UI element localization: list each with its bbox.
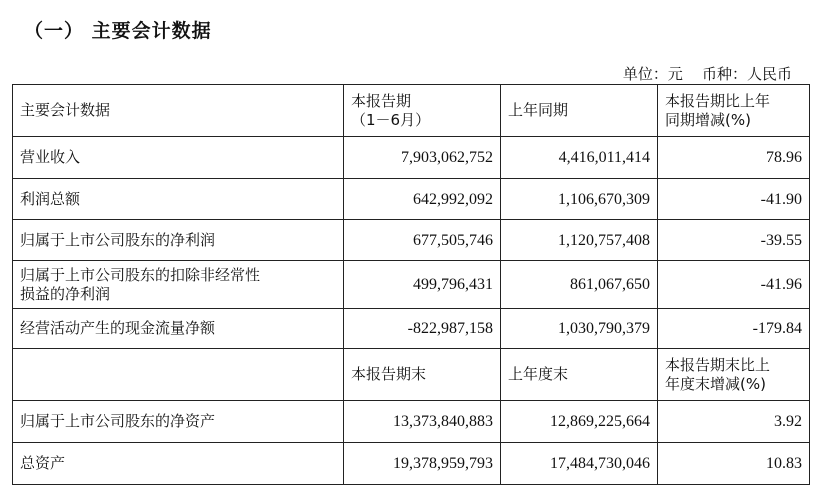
header-item: 主要会计数据 — [13, 85, 344, 137]
table-row — [13, 261, 810, 309]
cell-current: 13,373,840,883 — [344, 401, 501, 443]
cell-prior: 861,067,650 — [501, 261, 658, 309]
header-current-period-line1: 本报告期 — [351, 91, 412, 110]
row-label-line2: 损益的净利润 — [20, 284, 111, 303]
cell-current: 677,505,746 — [344, 220, 501, 261]
unit-currency-note: 单位：元 币种：人民币 — [622, 65, 792, 83]
subheader-prior-year-end: 上年度末 — [501, 349, 658, 401]
header-current-period-line2: （1－6月） — [351, 110, 431, 129]
row-label-line1: 归属于上市公司股东的扣除非经常性 — [20, 265, 261, 284]
row-label: 利润总额 — [13, 179, 344, 220]
subheader-empty — [13, 349, 344, 401]
subheader-change — [658, 349, 810, 401]
row-label: 总资产 — [13, 443, 344, 485]
cell-prior: 17,484,730,046 — [501, 443, 658, 485]
header-change — [658, 85, 810, 137]
key-accounting-data-table — [12, 84, 810, 485]
row-label: 经营活动产生的现金流量净额 — [13, 309, 344, 349]
table-subheader-row — [13, 349, 810, 401]
cell-current: 499,796,431 — [344, 261, 501, 309]
cell-current: 642,992,092 — [344, 179, 501, 220]
cell-change: -41.96 — [658, 261, 810, 309]
subheader-period-end: 本报告期末 — [344, 349, 501, 401]
cell-change: -41.90 — [658, 179, 810, 220]
row-label — [13, 261, 344, 309]
table-row — [13, 309, 810, 349]
cell-prior: 1,120,757,408 — [501, 220, 658, 261]
cell-change: -39.55 — [658, 220, 810, 261]
cell-change: -179.84 — [658, 309, 810, 349]
header-change-line2: 同期增减(%) — [665, 110, 751, 129]
header-prior-period: 上年同期 — [501, 85, 658, 137]
table-row — [13, 220, 810, 261]
header-current-period — [344, 85, 501, 137]
row-label: 归属于上市公司股东的净利润 — [13, 220, 344, 261]
cell-prior: 1,030,790,379 — [501, 309, 658, 349]
table-row — [13, 179, 810, 220]
row-label: 归属于上市公司股东的净资产 — [13, 401, 344, 443]
row-label: 营业收入 — [13, 137, 344, 179]
subheader-change-line1: 本报告期末比上 — [665, 355, 771, 374]
cell-change: 10.83 — [658, 443, 810, 485]
section-title: （一） 主要会计数据 — [24, 20, 212, 42]
cell-change: 3.92 — [658, 401, 810, 443]
cell-prior: 12,869,225,664 — [501, 401, 658, 443]
cell-current: 7,903,062,752 — [344, 137, 501, 179]
table-header-row — [13, 85, 810, 137]
table-row — [13, 401, 810, 443]
subheader-change-line2: 年度末增减(%) — [665, 374, 766, 393]
cell-prior: 1,106,670,309 — [501, 179, 658, 220]
table-row — [13, 137, 810, 179]
header-change-line1: 本报告期比上年 — [665, 91, 771, 110]
cell-change: 78.96 — [658, 137, 810, 179]
cell-current: 19,378,959,793 — [344, 443, 501, 485]
cell-current: -822,987,158 — [344, 309, 501, 349]
table-row — [13, 443, 810, 485]
cell-prior: 4,416,011,414 — [501, 137, 658, 179]
